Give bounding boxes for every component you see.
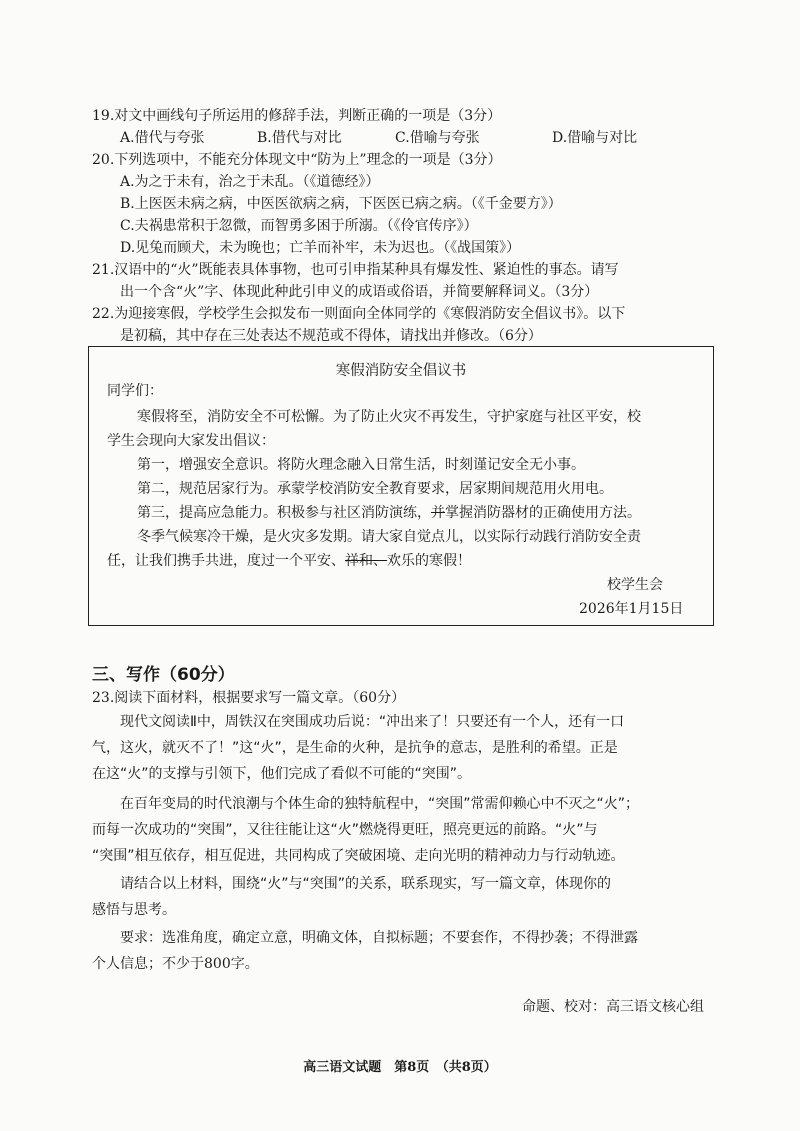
section-heading: 三、写作（60分） (92, 665, 235, 685)
page-footer: 高三语文试题 第8页 （共8页） (303, 1060, 497, 1075)
q21-line2: 出一个含“火”字、体现此种此引申义的成语或俗语，并简要解释词义。（3分） (120, 284, 599, 300)
q20-option-c: C.夫祸患常积于忽微，而智勇多困于所溺。（《伶官传序》） (120, 218, 478, 234)
q22-line1: 22.为迎接寒假，学校学生会拟发布一则面向全体同学的《寒假消防安全倡议书》。以下 (92, 306, 626, 322)
proposal-item-3-part2: 掌握消防器材的正确使用方法。 (445, 505, 641, 521)
proposal-p1-line1: 寒假将至，消防安全不可松懈。为了防止火灾不再发生，守护家庭与社区平安，校 (137, 409, 641, 425)
q23-material-1-line2: 气，这火，就灭不了！”这“火”，是生命的火种，是抗争的意志，是胜利的希望。正是 (92, 740, 618, 756)
q19-option-d: D.借喻与对比 (552, 130, 638, 146)
proposal-item-3-part1: 第三，提高应急能力。积极参与社区消防演练， (137, 505, 431, 521)
q19-option-c: C.借喻与夸张 (395, 130, 480, 146)
author-credit: 命题、校对：高三语文核心组 (522, 999, 704, 1015)
q23-prompt-line1: 请结合以上材料，围绕“火”与“突围”的关系，联系现实，写一篇文章，体现你的 (120, 876, 612, 892)
proposal-p2-struck: 祥和、 (345, 553, 387, 569)
q23-material-2-line1: 在百年变局的时代浪潮与个体生命的独特航程中，“突围”常需仰赖心中不灭之“火”； (120, 796, 640, 812)
q22-line2: 是初稿，其中存在三处表达不规范或不得体，请找出并修改。（6分） (120, 328, 542, 344)
proposal-p2-line1: 冬季气候寒冷干燥，是火灾多发期。请大家自觉点儿，以实际行动践行消防安全责 (137, 529, 641, 545)
proposal-p2-part2: 欢乐的寒假！ (387, 553, 471, 569)
q23-stem: 23.阅读下面材料，根据要求写一篇文章。（60分） (92, 690, 406, 706)
q20-option-b: B.上医医未病之病，中医医欲病之病，下医医已病之病。（《千金要方》） (120, 196, 562, 212)
q23-prompt-line2: 感悟与思考。 (92, 902, 176, 918)
proposal-item-2: 第二，规范居家行为。承蒙学校消防安全教育要求，居家期间规范用火用电。 (137, 481, 613, 497)
q21-line1: 21.汉语中的“火”既能表具体事物，也可引申指某种具有爆发性、紧迫性的事态。请写 (92, 262, 619, 278)
q20-option-d: D.见兔而顾犬，未为晚也；亡羊而补牢，未为迟也。（《战国策》） (120, 240, 521, 256)
proposal-item-3-struck: 并 (431, 505, 445, 521)
q23-material-2-line2: 而每一次成功的“突围”，又往往能让这“火”燃烧得更旺，照亮更远的前路。“火”与 (92, 822, 598, 838)
proposal-signer: 校学生会 (607, 577, 663, 593)
q23-requirements-line2: 个人信息；不少于800字。 (92, 956, 259, 972)
proposal-item-3 (137, 503, 641, 523)
q20-option-a: A.为之于未有，治之于未乱。（《道德经》） (120, 174, 380, 190)
q19-stem: 19.对文中画线句子所运用的修辞手法，判断正确的一项是（3分） (92, 108, 502, 124)
q23-material-1-line3: 在这“火”的支撑与引领下，他们完成了看似不可能的“突围”。 (92, 766, 472, 782)
q19-option-a: A.借代与夸张 (120, 130, 205, 146)
proposal-item-1: 第一，增强安全意识。将防火理念融入日常生活，时刻谨记安全无小事。 (137, 457, 585, 473)
q23-material-2-line3: “突围”相互依存，相互促进，共同构成了突破困境、走向光明的精神动力与行动轨迹。 (92, 848, 625, 864)
q20-stem: 20.下列选项中，不能充分体现文中“防为上”理念的一项是（3分） (92, 152, 502, 168)
proposal-greeting: 同学们： (107, 383, 163, 399)
q23-material-1-line1: 现代文阅读Ⅱ中，周铁汉在突围成功后说：“冲出来了！只要还有一个人，还有一口 (120, 714, 625, 730)
proposal-p2-line2 (107, 551, 471, 571)
proposal-date: 2026年1月15日 (579, 601, 684, 617)
q23-requirements-line1: 要求：选准角度，确定立意，明确文体，自拟标题；不要套作，不得抄袭；不得泄露 (120, 930, 638, 946)
q19-option-b: B.借代与对比 (257, 130, 342, 146)
proposal-p2-part1: 任，让我们携手共进，度过一个平安、 (107, 553, 345, 569)
proposal-p1-line2: 学生会现向大家发出倡议： (107, 433, 275, 449)
proposal-draft-box (88, 346, 714, 626)
proposal-title: 寒假消防安全倡议书 (335, 363, 467, 379)
